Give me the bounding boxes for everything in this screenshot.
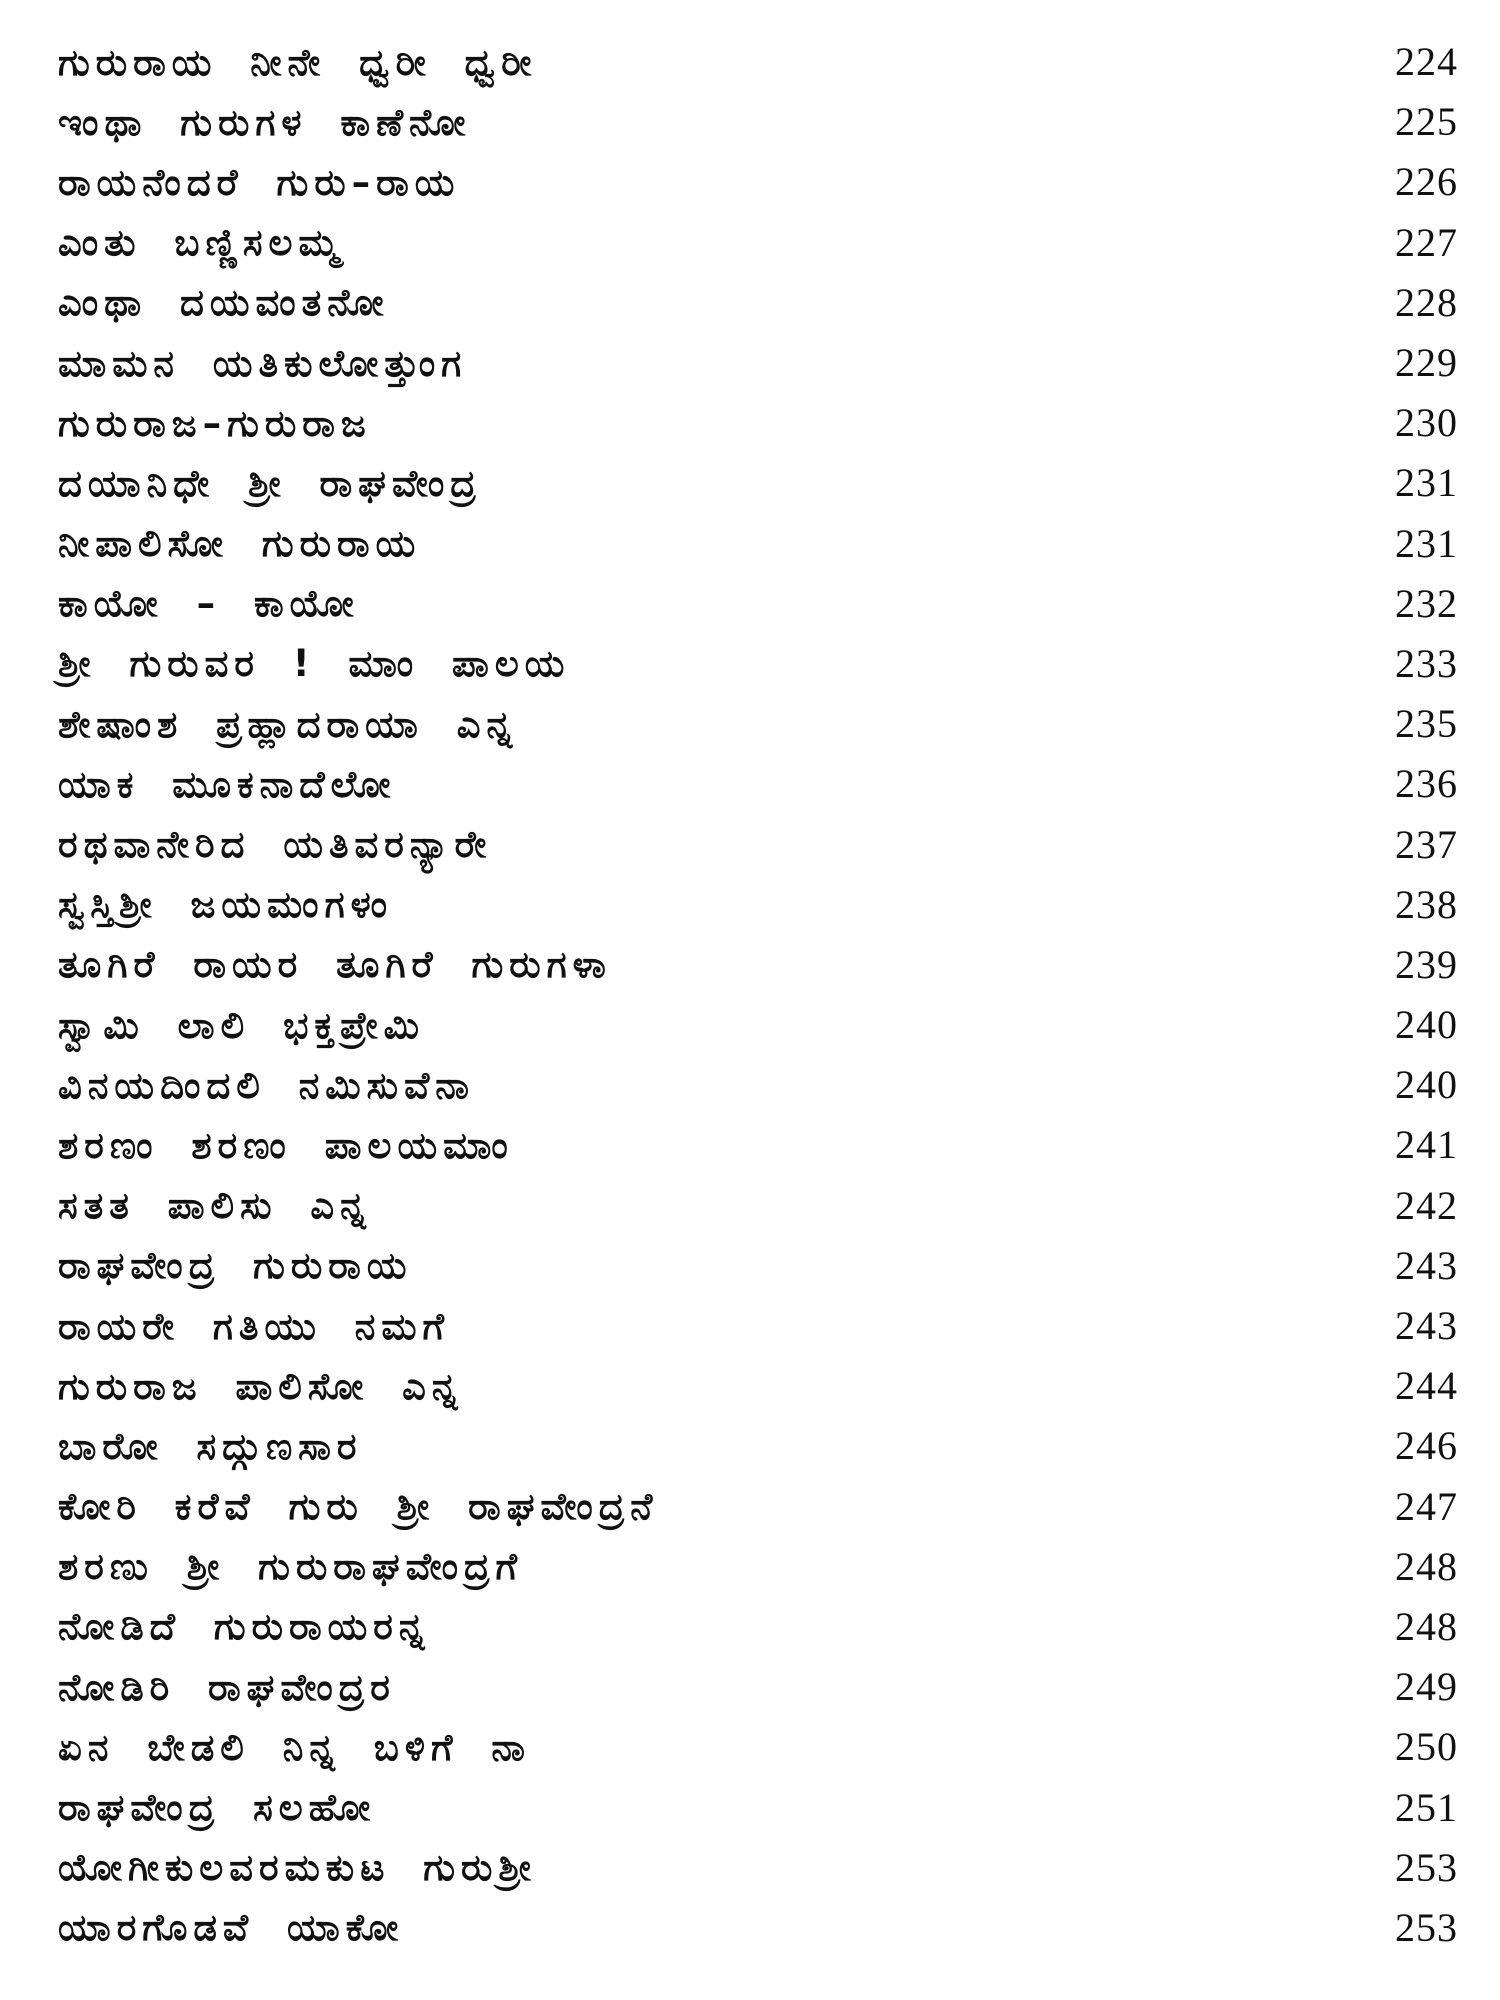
toc-entry: [58, 574, 1458, 634]
toc-entry: [58, 453, 1458, 513]
toc-entry: [58, 152, 1458, 212]
toc-entry-page-number: 246: [1395, 1423, 1458, 1469]
toc-entry-page-number: 251: [1395, 1784, 1458, 1830]
toc-entry: [58, 1898, 1458, 1958]
toc-entry-page-number: 244: [1395, 1363, 1458, 1409]
toc-entry-page-number: 248: [1395, 1603, 1458, 1649]
toc-entry-page-number: 253: [1395, 1904, 1458, 1950]
toc-entry-page-number: 240: [1395, 1002, 1458, 1048]
toc-entry-title: ಗುರುರಾಜ ಪಾಲಿಸೋ ಎನ್ನ: [58, 1364, 464, 1408]
toc-entry-page-number: 250: [1395, 1724, 1458, 1770]
toc-entry-title: ರಾಘವೇಂದ್ರ ಗುರುರಾಯ: [58, 1244, 413, 1288]
toc-entry-page-number: 249: [1395, 1664, 1458, 1710]
toc-entry: [58, 1296, 1458, 1356]
toc-entry-title: ಯೋಗೀಕುಲವರಮಕುಟ ಗುರುಶ್ರೀ: [58, 1846, 537, 1890]
toc-entry-title: ಶೇಷಾಂಶ ಪ್ರಹ್ಲಾದರಾಯಾ ಎನ್ನ: [58, 702, 519, 746]
toc-entry-page-number: 253: [1395, 1844, 1458, 1890]
toc-entry-title: ಕೋರಿ ಕರೆವೆ ಗುರು ಶ್ರೀ ರಾಘವೇಂದ್ರನೆ: [58, 1485, 659, 1529]
toc-entry-title: ಏನ ಬೇಡಲಿ ನಿನ್ನ ಬಳಿಗೆ ನಾ: [58, 1725, 531, 1769]
toc-entry-page-number: 231: [1395, 520, 1458, 566]
toc-entry-page-number: 228: [1395, 279, 1458, 325]
toc-entry: [58, 814, 1458, 874]
toc-entry: [58, 32, 1458, 92]
toc-entry: [58, 1717, 1458, 1777]
toc-entry: [58, 213, 1458, 273]
toc-entry-title: ರಾಯನೆಂದರೆ ಗುರು–ರಾಯ: [58, 160, 461, 204]
toc-entry: [58, 1657, 1458, 1717]
toc-entry-title: ಶ್ರೀ ಗುರುವರ ! ಮಾಂ ಪಾಲಯ: [58, 642, 571, 686]
toc-entry-title: ನೋಡಿರಿ ರಾಘವೇಂದ್ರರ: [58, 1665, 396, 1709]
toc-entry-title: ನೀಪಾಲಿಸೋ ಗುರುರಾಯ: [58, 522, 422, 566]
toc-entry-title: ಸತತ ಪಾಲಿಸು ಎನ್ನ: [58, 1184, 372, 1228]
toc-entry-title: ಕಾಯೋ – ಕಾಯೋ: [58, 582, 360, 626]
toc-entry: [58, 1055, 1458, 1115]
toc-entry-title: ನೋಡಿದೆ ಗುರುರಾಯರನ್ನ: [58, 1605, 431, 1649]
toc-entry: [58, 1597, 1458, 1657]
toc-entry-page-number: 238: [1395, 881, 1458, 927]
toc-entry: [58, 1477, 1458, 1537]
toc-entry-page-number: 242: [1395, 1182, 1458, 1228]
toc-entry: [58, 694, 1458, 754]
toc-entry: [58, 1416, 1458, 1476]
toc-entry: [58, 995, 1458, 1055]
toc-entry-title: ಶರಣು ಶ್ರೀ ಗುರುರಾಘವೇಂದ್ರಗೆ: [58, 1545, 524, 1589]
toc-entry: [58, 92, 1458, 152]
toc-entry: [58, 1838, 1458, 1898]
toc-entry-title: ಬಾರೋ ಸದ್ಗುಣಸಾರ: [58, 1424, 363, 1468]
toc-entry-page-number: 224: [1395, 39, 1458, 85]
toc-entry-page-number: 227: [1395, 219, 1458, 265]
toc-entry-title: ಎಂತು ಬಣ್ಣಿಸಲಮ್ಮ: [58, 221, 345, 265]
toc-entry-title: ಮಾಮನ ಯತಿಕುಲೋತ್ತುಂಗ: [58, 341, 468, 385]
toc-entry-title: ಇಂಥಾ ಗುರುಗಳ ಕಾಣೆನೋ: [58, 100, 472, 144]
toc-entry: [58, 1537, 1458, 1597]
toc-entry-page-number: 230: [1395, 400, 1458, 446]
toc-entry: [58, 754, 1458, 814]
toc-entry: [58, 1777, 1458, 1837]
toc-entry: [58, 273, 1458, 333]
toc-entry-page-number: 235: [1395, 701, 1458, 747]
toc-entry-page-number: 233: [1395, 640, 1458, 686]
toc-entry-title: ಯಾರಗೊಡವೆ ಯಾಕೋ: [58, 1906, 405, 1950]
toc-entry-title: ಯಾಕ ಮೂಕನಾದೆಲೋ: [58, 762, 397, 806]
toc-entry-page-number: 247: [1395, 1483, 1458, 1529]
toc-entry-page-number: 231: [1395, 460, 1458, 506]
toc-entry-title: ಎಂಥಾ ದಯವಂತನೋ: [58, 281, 390, 325]
toc-entry: [58, 1356, 1458, 1416]
toc-entry-title: ಸ್ವಸ್ತಿಶ್ರೀ ಜಯಮಂಗಳಂ: [58, 883, 394, 927]
toc-entry-page-number: 237: [1395, 821, 1458, 867]
toc-entry-title: ವಿನಯದಿಂದಲಿ ನಮಿಸುವೆನಾ: [58, 1063, 475, 1107]
toc-entry-title: ರಾಯರೇ ಗತಿಯು ನಮಗೆ: [58, 1304, 451, 1348]
toc-entry: [58, 1176, 1458, 1236]
toc-entry: [58, 935, 1458, 995]
toc-entry-page-number: 232: [1395, 580, 1458, 626]
toc-entry-title: ರಥವಾನೇರಿದ ಯತಿವರನ್ಯಾರೇ: [58, 823, 493, 867]
toc-entry-title: ತೂಗಿರೆ ರಾಯರ ತೂಗಿರೆ ಗುರುಗಳಾ: [58, 943, 612, 987]
toc-entry-page-number: 240: [1395, 1062, 1458, 1108]
toc-entry: [58, 634, 1458, 694]
toc-entry-title: ರಾಘವೇಂದ್ರ ಸಲಹೋ: [58, 1786, 377, 1830]
toc-entry: [58, 1236, 1458, 1296]
toc-entry-title: ಶರಣಂ ಶರಣಂ ಪಾಲಯಮಾಂ: [58, 1123, 514, 1167]
toc-entry: [58, 393, 1458, 453]
toc-entry-title: ಗುರುರಾಜ–ಗುರುರಾಜ: [58, 401, 372, 445]
toc-entry: [58, 1115, 1458, 1175]
toc-entry-page-number: 239: [1395, 941, 1458, 987]
toc-entry-page-number: 243: [1395, 1242, 1458, 1288]
table-of-contents: [58, 32, 1458, 1958]
toc-entry-page-number: 248: [1395, 1543, 1458, 1589]
toc-entry-page-number: 225: [1395, 99, 1458, 145]
toc-entry-page-number: 243: [1395, 1303, 1458, 1349]
toc-entry: [58, 514, 1458, 574]
toc-entry-page-number: 236: [1395, 761, 1458, 807]
toc-entry: [58, 875, 1458, 935]
toc-entry-title: ಸ್ವಾಮಿ ಲಾಲಿ ಭಕ್ತಪ್ರೇಮಿ: [58, 1003, 425, 1047]
toc-entry-page-number: 226: [1395, 159, 1458, 205]
toc-entry-page-number: 241: [1395, 1122, 1458, 1168]
toc-entry-title: ಗುರುರಾಯ ನೀನೇ ಧ್ವರೀ ಧ್ವರೀ: [58, 40, 538, 84]
toc-entry-page-number: 229: [1395, 340, 1458, 386]
toc-entry-title: ದಯಾನಿಧೇ ಶ್ರೀ ರಾಘವೇಂದ್ರ: [58, 461, 482, 505]
toc-entry: [58, 333, 1458, 393]
